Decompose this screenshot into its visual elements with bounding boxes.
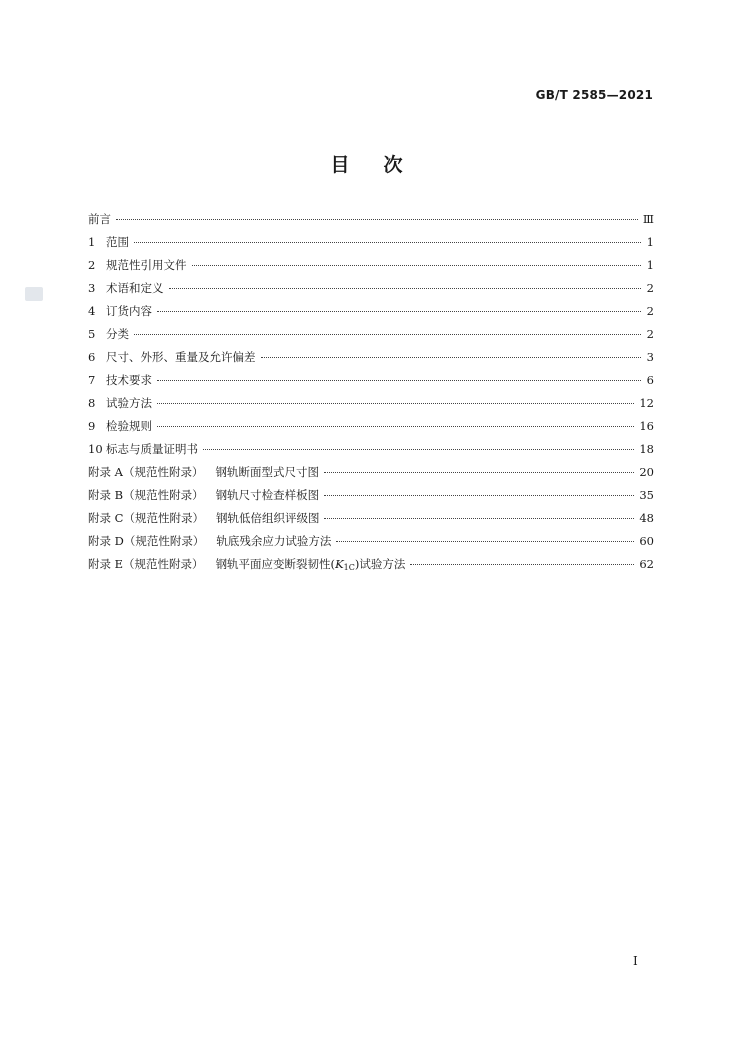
toc-entry-page: Ⅲ bbox=[642, 212, 654, 226]
toc-entry-appendix-e[interactable] bbox=[88, 553, 654, 576]
toc-leader-dots bbox=[169, 274, 642, 289]
toc-entry-page: 16 bbox=[639, 419, 654, 433]
toc-appendix-heading: 附录 C（规范性附录） bbox=[88, 511, 204, 525]
toc-entry-page: 20 bbox=[639, 465, 654, 479]
toc-entry-page: 1 bbox=[646, 258, 654, 272]
toc-entry-label: 术语和定义 bbox=[106, 281, 164, 295]
toc-entry-page: 18 bbox=[639, 442, 654, 456]
toc-entry-label: 轨底残余应力试验方法 bbox=[216, 534, 332, 548]
toc-leader-dots bbox=[203, 435, 634, 450]
toc-entry-page: 1 bbox=[646, 235, 654, 249]
toc-leader-dots bbox=[134, 320, 641, 335]
toc-leader-dots bbox=[157, 366, 641, 381]
toc-entry-page: 35 bbox=[639, 488, 654, 502]
toc-leader-dots bbox=[324, 458, 634, 473]
toc-entry-page: 2 bbox=[646, 327, 654, 341]
toc-leader-dots bbox=[324, 504, 634, 519]
toc-entry-number: 10 bbox=[88, 442, 103, 456]
toc-entry-label: 钢轨断面型式尺寸图 bbox=[215, 465, 319, 479]
toc-entry-number: 1 bbox=[88, 235, 96, 249]
toc-entry-page: 62 bbox=[639, 557, 654, 571]
toc-entry-number: 7 bbox=[88, 373, 96, 387]
toc-entry-number: 4 bbox=[88, 304, 96, 318]
toc-entry-label: 前言 bbox=[88, 212, 111, 226]
toc-entry-number: 6 bbox=[88, 350, 96, 364]
toc-leader-dots bbox=[134, 228, 641, 243]
standard-code: GB/T 2585—2021 bbox=[535, 88, 653, 102]
toc-entry-label: 规范性引用文件 bbox=[106, 258, 187, 272]
page-title: 目次 bbox=[330, 154, 437, 176]
k-symbol: K bbox=[335, 557, 344, 571]
toc-entry-label: 试验方法 bbox=[106, 396, 152, 410]
toc-entry-label: 订货内容 bbox=[106, 304, 152, 318]
toc-entry-page: 3 bbox=[646, 350, 654, 364]
toc-leader-dots bbox=[410, 550, 634, 565]
page-number: I bbox=[633, 954, 638, 968]
toc-leader-dots bbox=[116, 205, 638, 220]
toc-entry-label: 标志与质量证明书 bbox=[106, 442, 198, 456]
toc-entry-page: 12 bbox=[639, 396, 654, 410]
toc-entry-label: 范围 bbox=[106, 235, 129, 249]
toc-entry-label-after: )试验方法 bbox=[354, 557, 406, 571]
toc-entry-page: 60 bbox=[639, 534, 654, 548]
toc-entry-page: 6 bbox=[646, 373, 654, 387]
toc-entry-number: 9 bbox=[88, 419, 96, 433]
toc-entry-number: 8 bbox=[88, 396, 96, 410]
k-subscript: 1C bbox=[343, 563, 355, 572]
toc-leader-dots bbox=[261, 343, 642, 358]
toc-appendix-heading: 附录 A（规范性附录） bbox=[88, 465, 204, 479]
toc-entry-label: 尺寸、外形、重量及允许偏差 bbox=[106, 350, 256, 364]
side-watermark-icon bbox=[25, 287, 43, 301]
toc-entry-label: 检验规则 bbox=[106, 419, 152, 433]
toc-entry-label: 钢轨低倍组织评级图 bbox=[215, 511, 320, 525]
toc-entry-label-before: 钢轨平面应变断裂韧性( bbox=[215, 557, 336, 571]
toc-entry-label bbox=[216, 557, 406, 571]
toc-entry-page: 2 bbox=[646, 304, 654, 318]
toc-entry-label: 分类 bbox=[106, 327, 129, 341]
toc-entry-number: 5 bbox=[88, 327, 96, 341]
toc-entry-page: 48 bbox=[639, 511, 654, 525]
toc-leader-dots bbox=[157, 412, 634, 427]
toc-leader-dots bbox=[324, 481, 634, 496]
toc-leader-dots bbox=[192, 251, 642, 266]
toc-leader-dots bbox=[157, 297, 641, 312]
toc-entry-number: 3 bbox=[88, 281, 96, 295]
toc-leader-dots bbox=[157, 389, 634, 404]
toc-entry-label: 钢轨尺寸检查样板图 bbox=[215, 488, 320, 502]
table-of-contents bbox=[88, 208, 654, 576]
toc-leader-dots bbox=[336, 527, 634, 542]
toc-appendix-heading: 附录 D（规范性附录） bbox=[88, 534, 205, 548]
toc-appendix-heading: 附录 E（规范性附录） bbox=[88, 557, 204, 571]
toc-entry-label: 技术要求 bbox=[106, 373, 152, 387]
toc-appendix-heading: 附录 B（规范性附录） bbox=[88, 488, 204, 502]
toc-entry-number: 2 bbox=[88, 258, 96, 272]
toc-entry-page: 2 bbox=[646, 281, 654, 295]
